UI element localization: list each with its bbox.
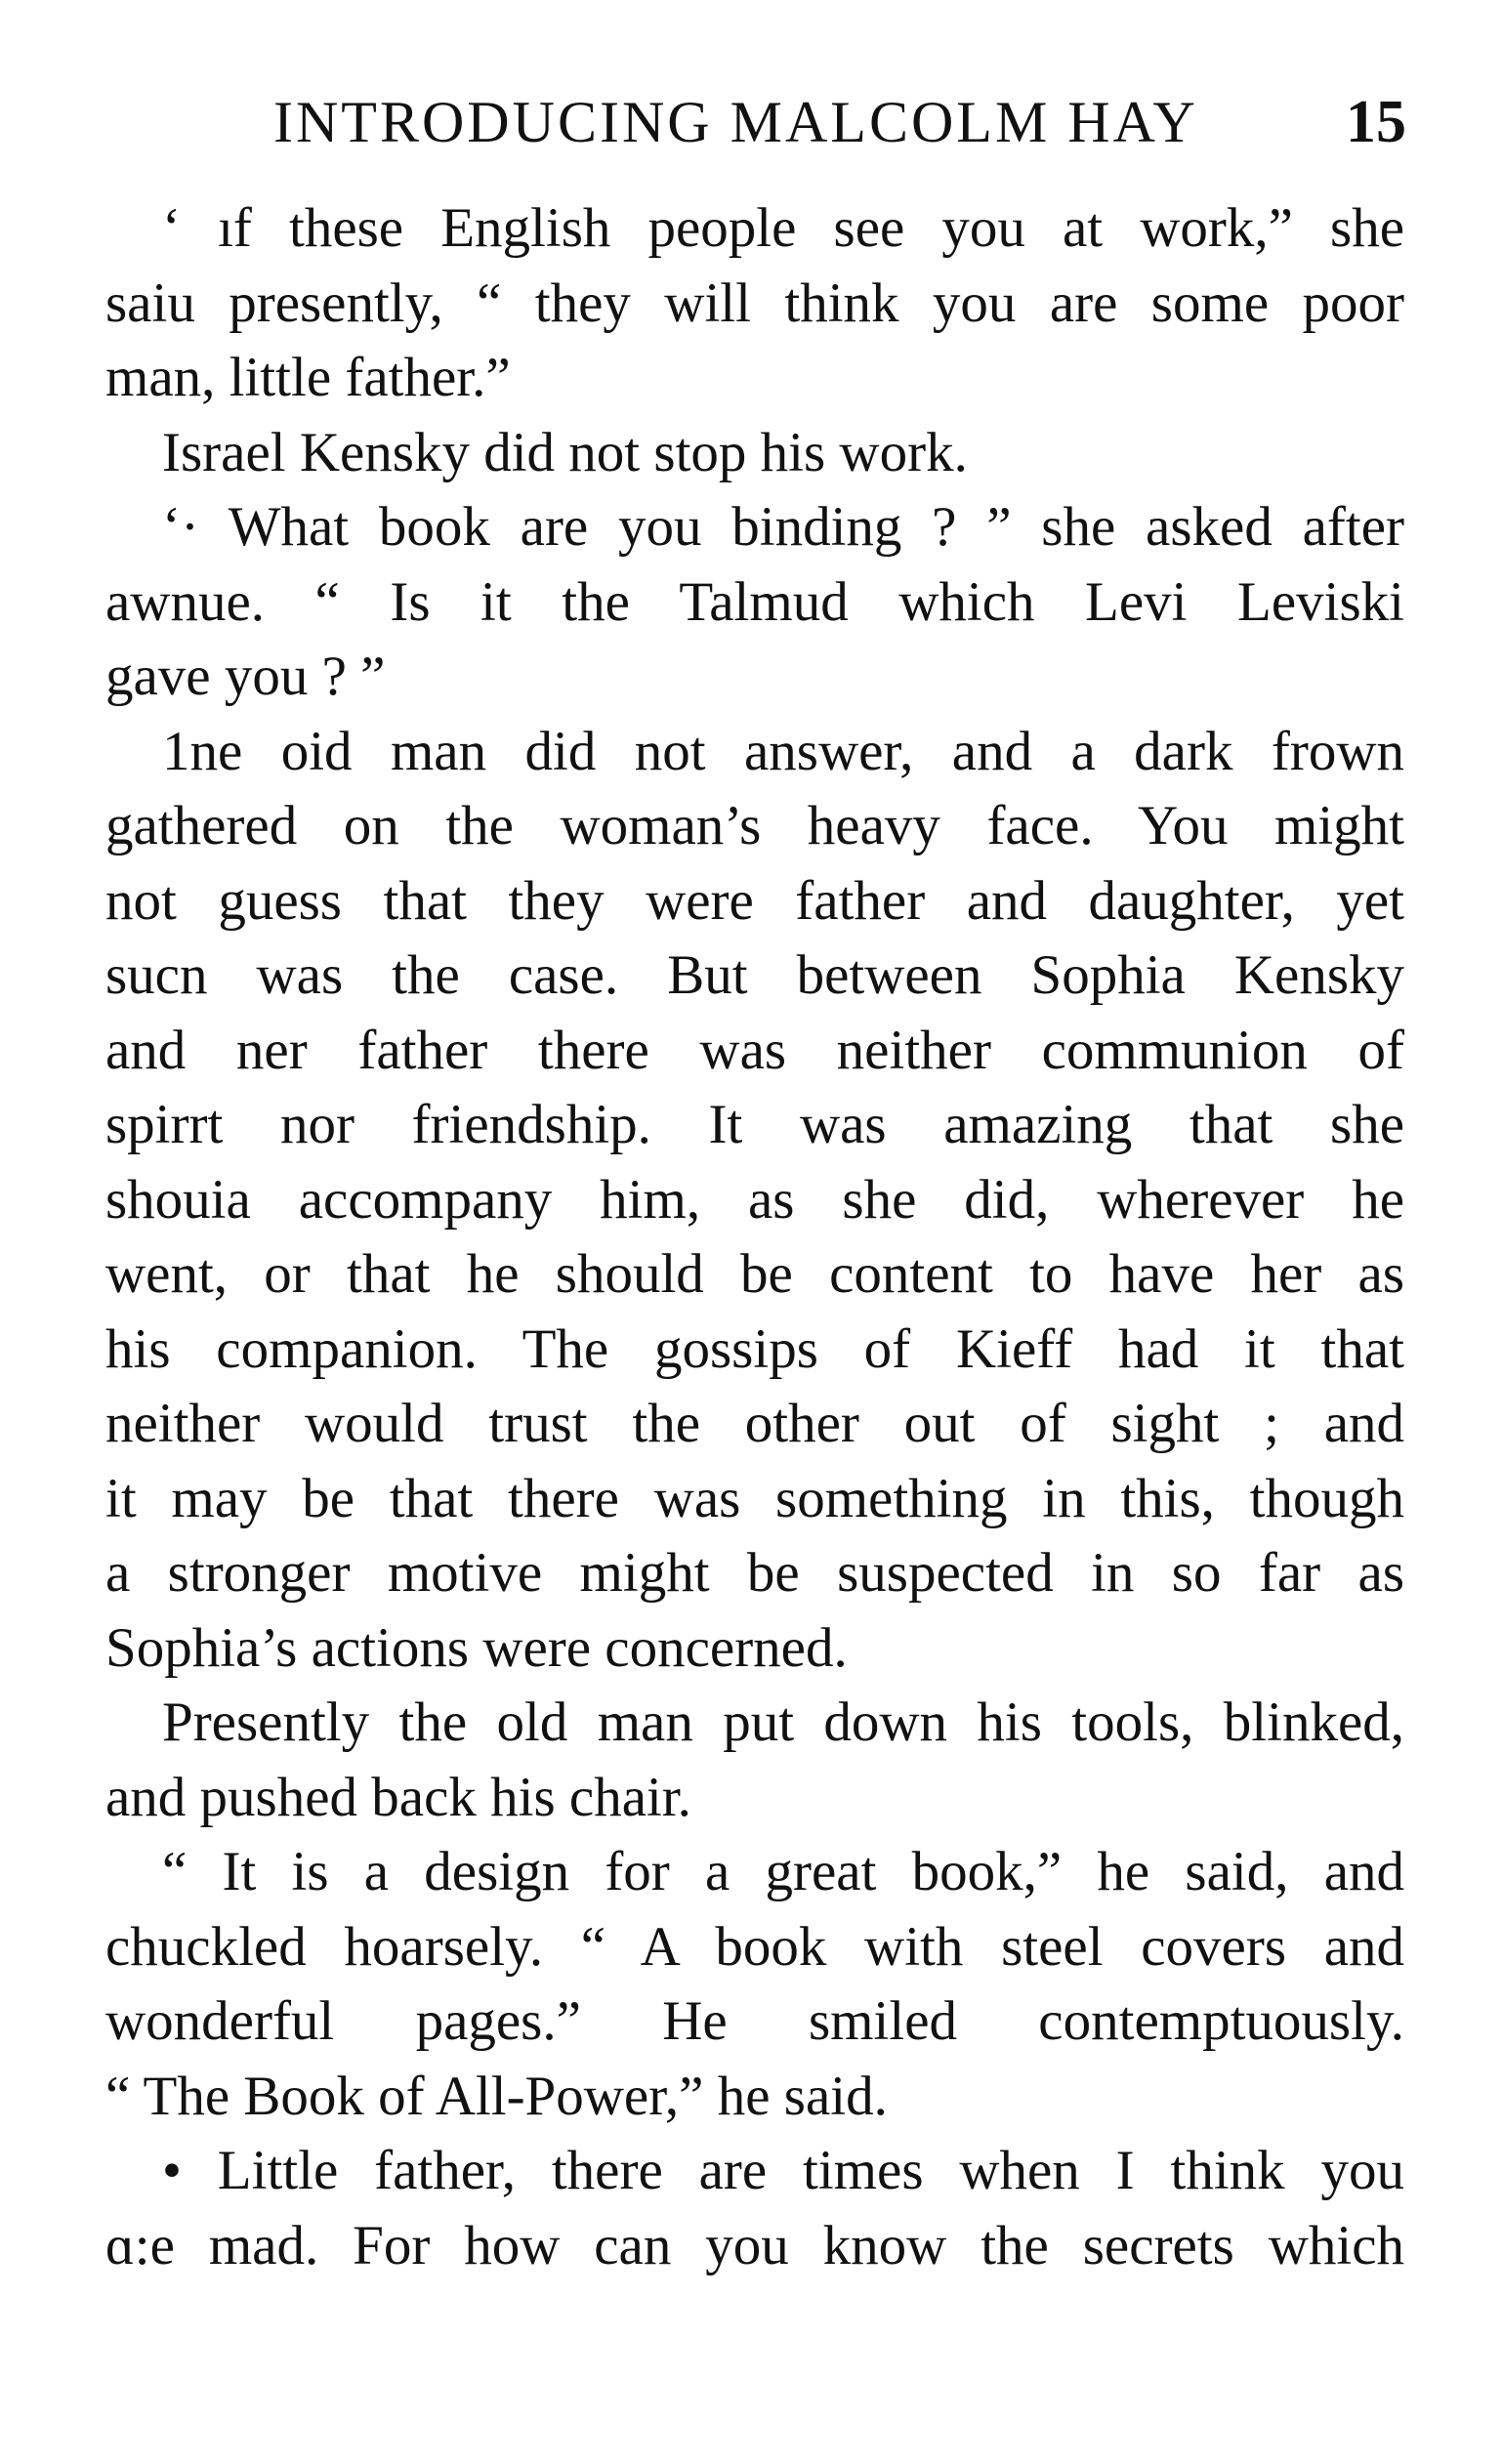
text-line: Presently the old man put down his tools, blinked, xyxy=(162,1691,1404,1753)
text-line: shouia accompany him, as she did, wherever he xyxy=(105,1168,1404,1231)
running-head: INTRODUCING MALCOLM HAY xyxy=(273,90,1198,154)
text-line: ɑ:e mad. For how can you know the secrets which xyxy=(105,2214,1404,2276)
text-line: “ The Book of All-Power,” he said. xyxy=(105,2065,888,2127)
page-header xyxy=(107,78,1406,166)
body-text xyxy=(105,191,1404,2283)
text-line: “ It is a design for a great book,” he said, and xyxy=(162,1841,1404,1902)
text-line: saiu presently, “ they will think you are some poor xyxy=(105,271,1404,334)
text-line: Sophia’s actions were concerned. xyxy=(105,1616,848,1679)
text-line: chuckled hoarsely. “ A book with steel covers and xyxy=(105,1915,1404,1978)
text-line: ‘ ıf these English people see you at work,” she xyxy=(162,197,1404,259)
text-line: ‘· What book are you binding ? ” she asked after xyxy=(162,496,1404,558)
text-line: not guess that they were father and daughter, yet xyxy=(105,869,1404,932)
text-line: wonderful pages.” He smiled contemptuously. xyxy=(105,1990,1404,2052)
text-line: went, or that he should be content to have her as xyxy=(105,1243,1404,1305)
page-number: 15 xyxy=(1346,89,1406,155)
text-line: his companion. The gossips of Kieff had it that xyxy=(105,1317,1404,1380)
text-line: awnue. “ Is it the Talmud which Levi Leviski xyxy=(105,570,1404,633)
text-line: sucn was the case. But between Sophia Kensky xyxy=(105,944,1404,1006)
text-line: and pushed back his chair. xyxy=(105,1766,691,1828)
text-line: Israel Kensky did not stop his work. xyxy=(162,421,968,483)
text-line: gave you ? ” xyxy=(105,646,386,707)
text-line: • Little father, there are times when I think you xyxy=(162,2140,1404,2201)
text-line: man, little father.” xyxy=(105,347,511,408)
text-line: it may be that there was something in this, though xyxy=(105,1467,1404,1529)
text-line: gathered on the woman’s heavy face. You might xyxy=(105,795,1404,856)
text-line: 1ne oid man did not answer, and a dark frown xyxy=(162,720,1404,782)
text-line: neither would trust the other out of sight ; and xyxy=(105,1393,1404,1454)
text-line: spirrt nor friendship. It was amazing that she xyxy=(105,1094,1404,1155)
text-line: a stronger motive might be suspected in so far as xyxy=(105,1542,1404,1604)
text-line: and ner father there was neither communion of xyxy=(105,1019,1404,1081)
